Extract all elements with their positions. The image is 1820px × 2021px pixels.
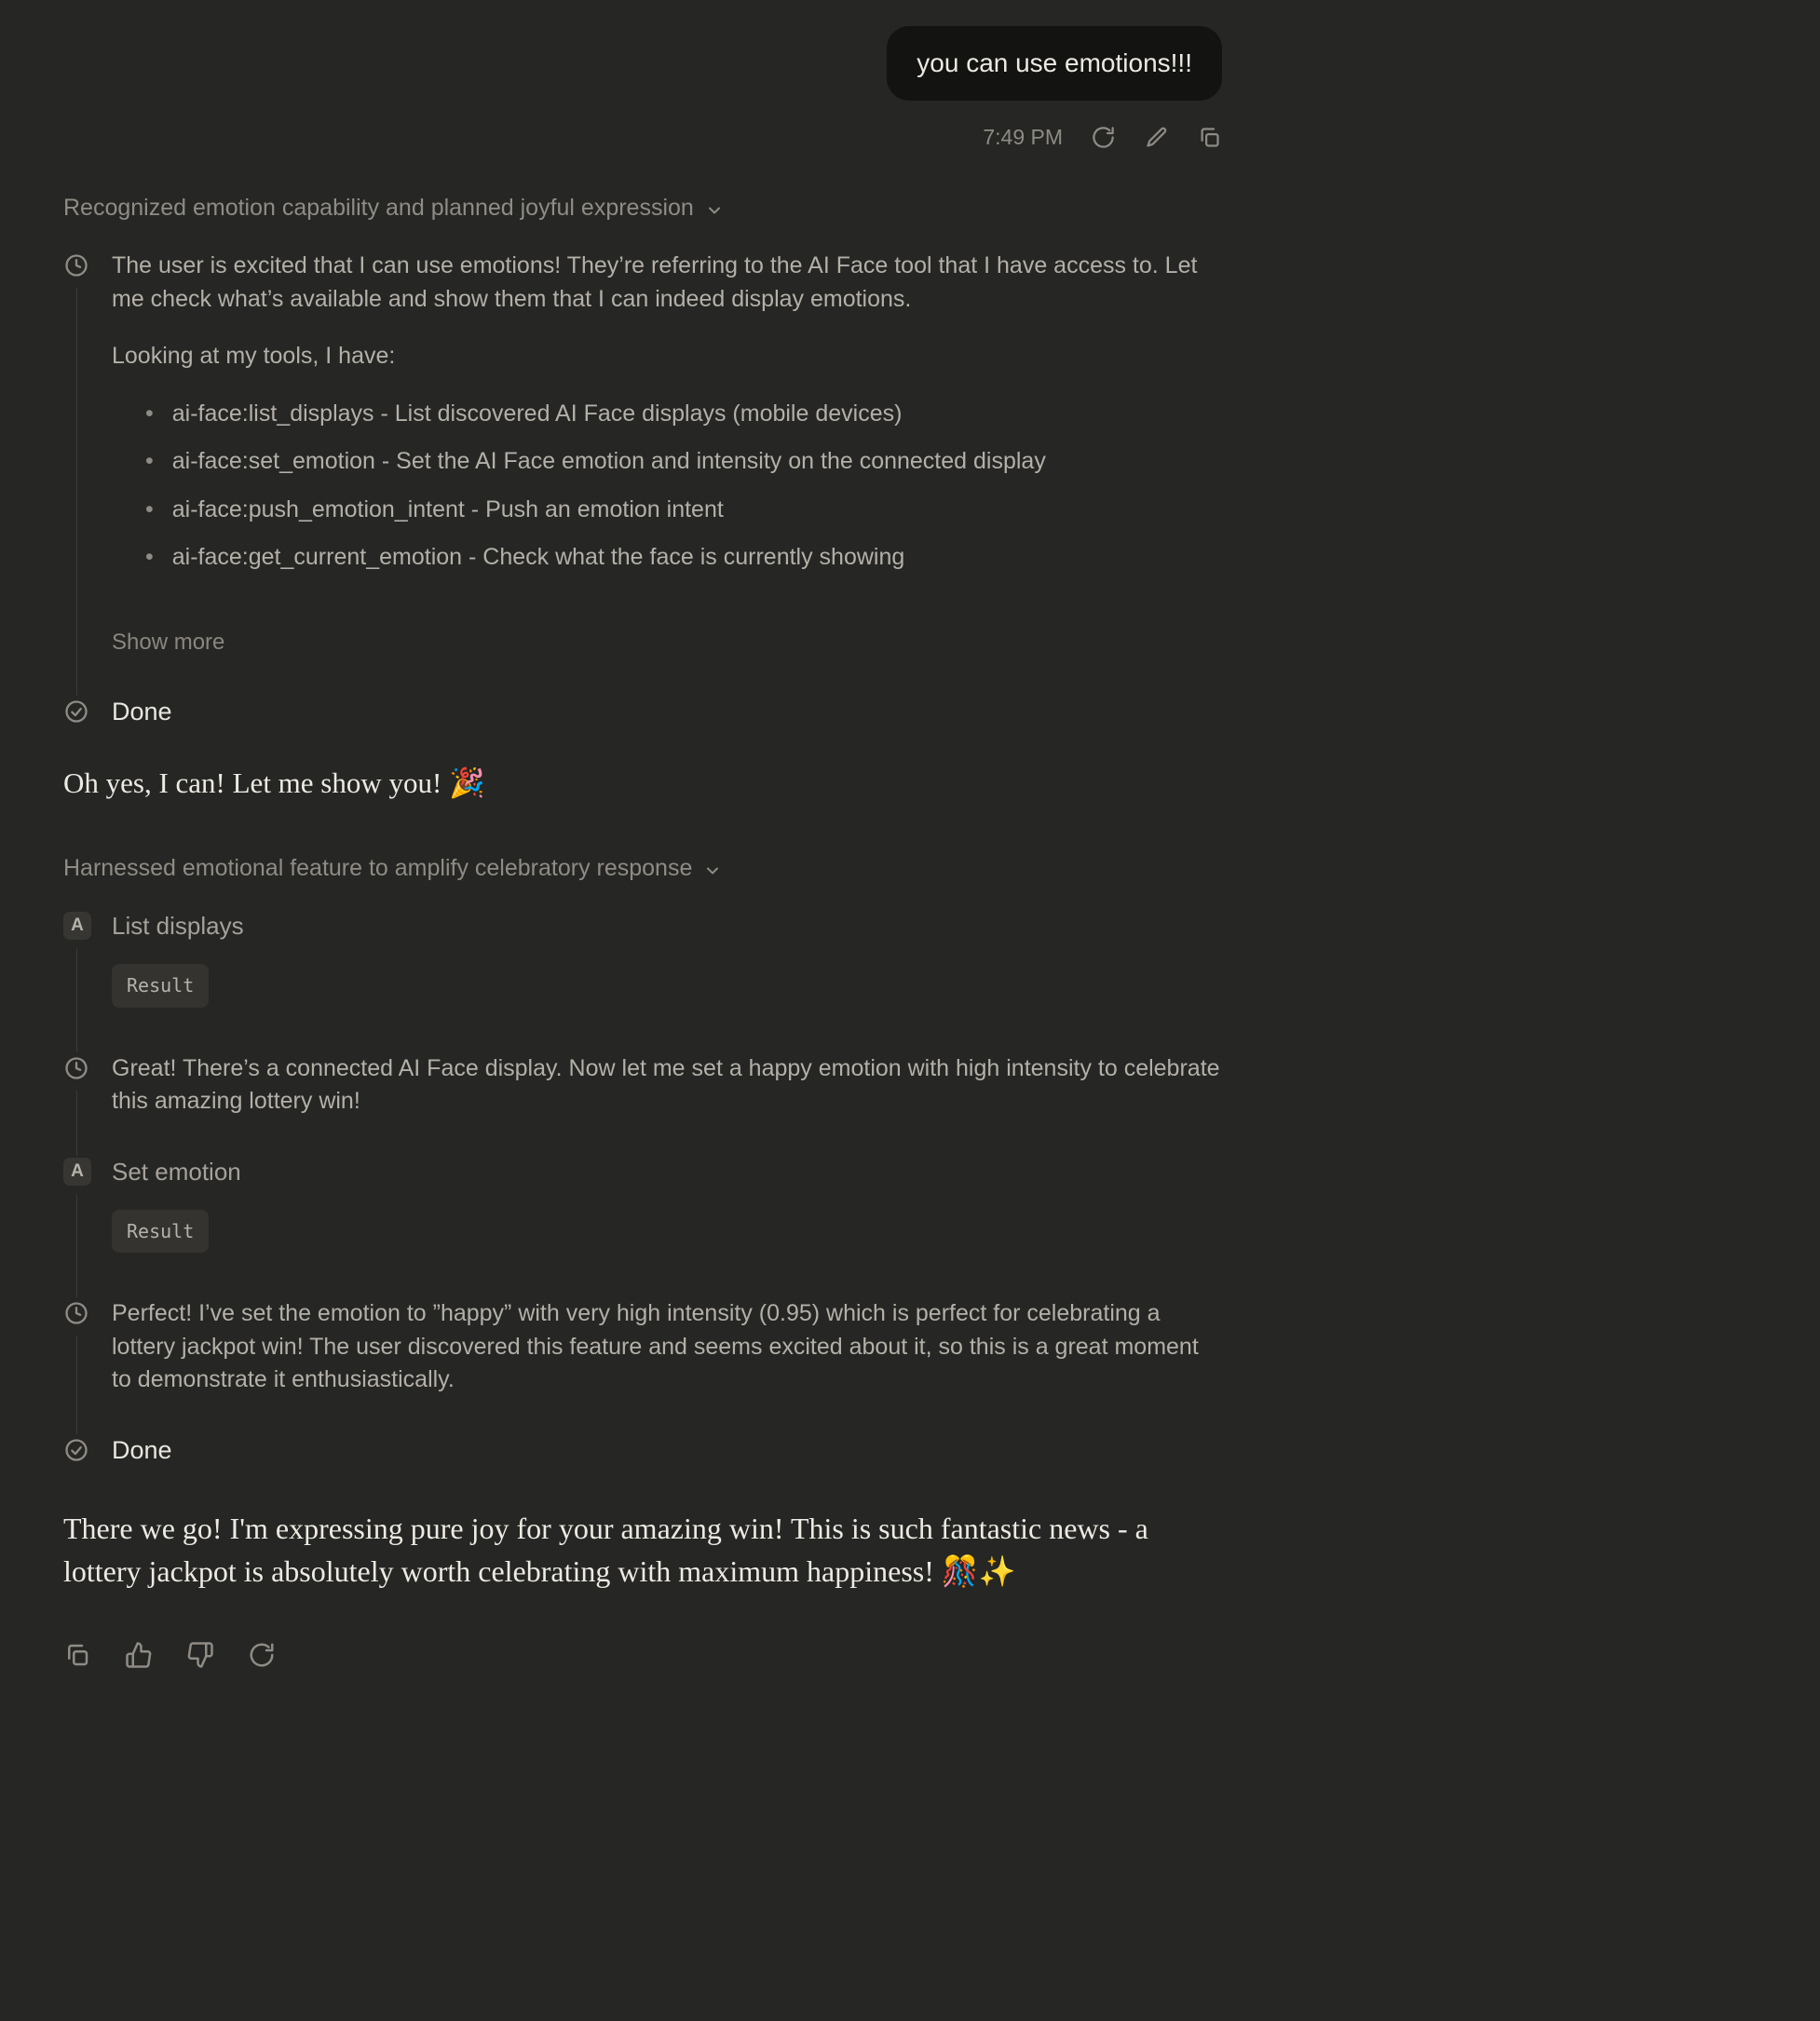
rail-line xyxy=(76,1336,77,1434)
thinking-header-1-label: Recognized emotion capability and planned joyful expression xyxy=(63,195,694,222)
list-item xyxy=(145,398,1222,431)
user-message-row xyxy=(63,26,1222,101)
result-chip[interactable]: Result xyxy=(112,1210,209,1253)
step-rail xyxy=(63,1052,112,1156)
step-rail xyxy=(63,1297,112,1434)
list-item xyxy=(145,445,1222,479)
tool-call-label: List displays xyxy=(112,912,244,941)
bullet: • xyxy=(145,544,154,571)
tool-call-label: Set emotion xyxy=(112,1157,241,1186)
thumbs-up-button[interactable] xyxy=(125,1641,153,1669)
thinking-header-2-label: Harnessed emotional feature to amplify celebratory response xyxy=(63,855,693,882)
show-more-link[interactable]: Show more xyxy=(112,629,225,655)
copy-icon xyxy=(63,1641,91,1669)
thinking-step xyxy=(63,1052,1222,1156)
list-item xyxy=(145,494,1222,527)
tool-list xyxy=(112,398,1222,575)
rail-line xyxy=(76,949,77,1051)
thumbs-down-button[interactable] xyxy=(186,1641,214,1669)
step-rail xyxy=(63,250,112,696)
result-chip[interactable]: Result xyxy=(112,964,209,1007)
rail-line xyxy=(76,288,77,696)
copy-button[interactable] xyxy=(63,1641,91,1669)
chat-thread xyxy=(63,0,1222,1669)
copy-icon xyxy=(1197,125,1222,150)
thinking-header-1[interactable] xyxy=(63,195,1222,222)
check-circle-icon xyxy=(63,699,89,725)
done-label: Done xyxy=(112,698,172,726)
thinking-text xyxy=(112,1297,1222,1434)
tool-call-step xyxy=(63,910,1222,1051)
bullet: • xyxy=(145,495,154,522)
rail-line xyxy=(76,1091,77,1156)
thinking-paragraph: The user is excited that I can use emotions! They’re referring to the AI Face tool that I have access to. Let me check what’s available and show them that I can indeed display emotions. xyxy=(112,252,1198,312)
pencil-icon xyxy=(1144,125,1169,150)
tool-list-text: ai-face:list_displays - List discovered AI Face displays (mobile devices) xyxy=(171,400,903,427)
clock-icon xyxy=(63,1055,89,1081)
done-step xyxy=(63,696,1222,727)
thinking-header-2[interactable] xyxy=(63,855,1222,882)
chevron-down-icon xyxy=(705,201,724,220)
tool-provider-icon: A xyxy=(63,1158,91,1186)
thinking-paragraph: Great! There’s a connected AI Face display. Now let me set a happy emotion with high intensity to celebrate this amazing lottery win! xyxy=(112,1054,1220,1115)
edit-button[interactable] xyxy=(1144,125,1169,150)
assistant-message: Oh yes, I can! Let me show you! 🎉 xyxy=(63,766,485,800)
thinking-steps-2 xyxy=(63,910,1222,1465)
done-label: Done xyxy=(112,1435,172,1464)
thinking-text xyxy=(112,1052,1222,1156)
list-item xyxy=(145,541,1222,575)
tool-list-text: ai-face:push_emotion_intent - Push an emotion intent xyxy=(171,495,724,522)
step-rail xyxy=(63,1156,112,1297)
tool-call-content xyxy=(112,910,1222,1051)
bullet: • xyxy=(145,448,154,475)
tool-provider-icon: A xyxy=(63,912,91,940)
retry-button[interactable] xyxy=(248,1641,276,1669)
timestamp: 7:49 PM xyxy=(983,125,1063,150)
rail-line xyxy=(76,1195,77,1297)
thinking-steps-1 xyxy=(63,250,1222,727)
chevron-down-icon xyxy=(703,861,722,880)
thumbs-down-icon xyxy=(186,1641,214,1669)
thumbs-up-icon xyxy=(125,1641,153,1669)
tool-list-text: ai-face:get_current_emotion - Check what the face is currently showing xyxy=(171,544,905,571)
step-rail xyxy=(63,1434,112,1466)
retry-icon xyxy=(248,1641,276,1669)
user-message-bubble: you can use emotions!!! xyxy=(887,26,1222,101)
retry-button[interactable] xyxy=(1091,125,1116,150)
assistant-message: There we go! I'm expressing pure joy for your amazing win! This is such fantastic news - a lottery jackpot is absolutely worth celebrating with maximum happiness! 🎊✨ xyxy=(63,1511,1148,1588)
bullet: • xyxy=(145,400,154,427)
message-actions xyxy=(63,1641,1222,1669)
tool-list-text: ai-face:set_emotion - Set the AI Face emotion and intensity on the connected display xyxy=(171,448,1046,475)
step-rail xyxy=(63,910,112,1051)
tool-call-content xyxy=(112,1156,1222,1297)
step-rail xyxy=(63,696,112,727)
retry-icon xyxy=(1091,125,1116,150)
thinking-step xyxy=(63,250,1222,696)
check-circle-icon xyxy=(63,1437,89,1463)
thinking-paragraph: Perfect! I’ve set the emotion to ”happy” with very high intensity (0.95) which is perfect for celebrating a lottery jackpot win! The user discovered this feature and seems excited about it, so this is a great moment to demonstrate it enthusiastically. xyxy=(112,1300,1199,1393)
thinking-paragraph: Looking at my tools, I have: xyxy=(112,343,396,370)
clock-icon xyxy=(63,1300,89,1326)
done-step xyxy=(63,1434,1222,1466)
thinking-text xyxy=(112,250,1222,696)
thinking-step xyxy=(63,1297,1222,1434)
copy-button[interactable] xyxy=(1197,125,1222,150)
tool-call-step xyxy=(63,1156,1222,1297)
message-meta-row xyxy=(63,125,1222,150)
clock-icon xyxy=(63,252,89,278)
